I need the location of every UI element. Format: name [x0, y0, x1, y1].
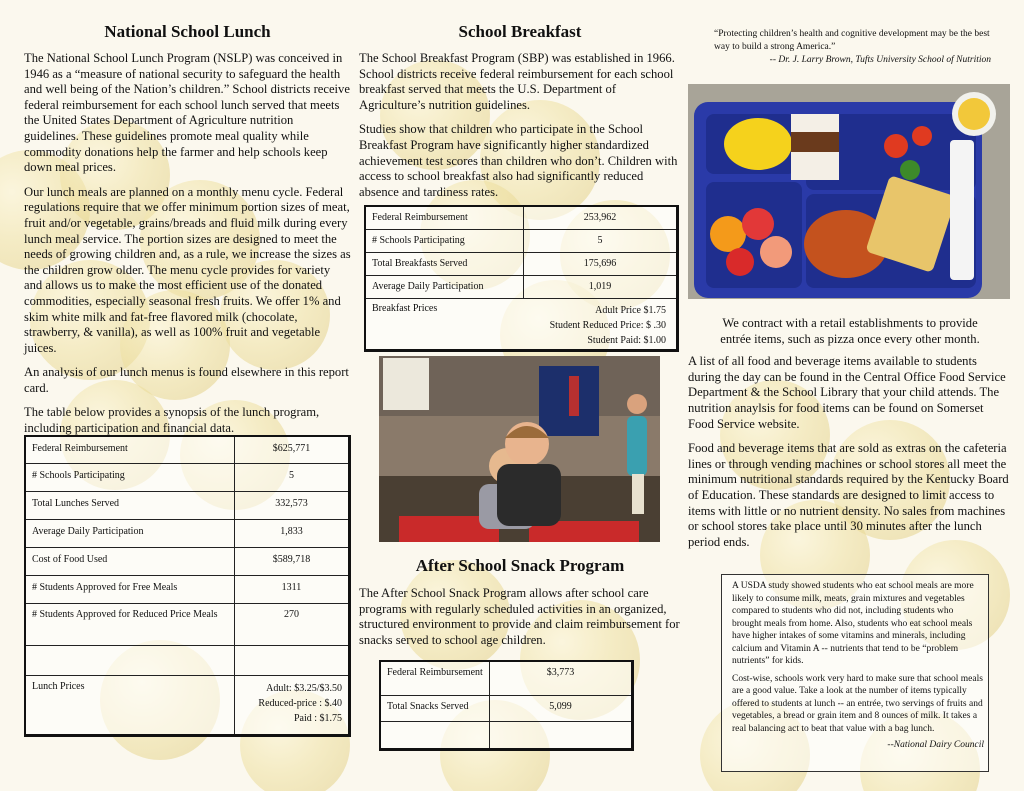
breakfast-paragraph-2: Studies show that children who participate in the School Breakfast Program have significantly higher standardized achievement test scores than children who don’t. Children with access to school breakfast also had significantly reduced absence and tardiness rates.	[359, 122, 678, 199]
lunch-title: National School Lunch	[104, 22, 271, 41]
table-row: Federal Reimbursement $3,773	[380, 661, 633, 695]
table-row	[380, 721, 633, 749]
lunch-price-adult: Adult: $3.25/$3.50	[266, 683, 342, 695]
snack-paragraph: The After School Snack Program allows after school care programs with regularly scheduled activities in an organized, structured environment to provide and claim reimbursement for snacks served to school age children.	[359, 586, 680, 647]
lunch-paragraph-3: An analysis of our lunch menus is found elsewhere in this report card.	[24, 365, 349, 395]
breakfast-paragraph-1: The School Breakfast Program (SBP) was established in 1966. School districts receive federal reimbursement for each school breakfast served that meets the U.S. Department of Agriculture’s nutrition guidelines.	[359, 51, 675, 112]
box-paragraph-2: Cost-wise, schools work very hard to make sure that school meals are a good value. Take a look at the number of items typically offered to students at lunch -- an entrée, two servings of fruits and vegetables, a bread or grain item and 8 ounces of milk. It takes a real balancing act to beat that value with a bag lunch.	[732, 673, 983, 734]
right-paragraph-1: A list of all food and beverage items available to students during the day can be found in the Central Office Food Service Department & the School Library that your child attends. The nutrition anaylsis for food items can be found on Somerset Food Service website.	[688, 354, 1006, 431]
table-row: Total Snacks Served 5,099	[380, 695, 633, 721]
lunch-price-paid: Paid : $1.75	[293, 713, 342, 725]
table-row: Federal Reimbursement $625,771	[25, 436, 350, 464]
quote-author: -- Dr. J. Larry Brown, Tufts University School of Nutrition	[769, 55, 991, 65]
table-row: Total Lunches Served 332,573	[25, 492, 350, 520]
right-text	[688, 316, 1012, 550]
lunch-tray-photo	[688, 84, 1010, 299]
table-row: # Schools Participating 5	[365, 229, 678, 252]
table-row: # Students Approved for Free Meals 1311	[25, 576, 350, 604]
dairy-council-box	[721, 574, 989, 772]
table-row	[25, 646, 350, 676]
table-row: Lunch Prices Adult: $3.25/$3.50 Reduced-price : $.40 Paid : $1.75	[25, 676, 350, 736]
snack-section	[359, 556, 681, 751]
lunch-table	[24, 435, 351, 738]
lunch-column	[24, 0, 351, 737]
lunch-paragraph-1: The National School Lunch Program (NSLP) was conceived in 1946 as a “measure of national security to safeguard the health and well being of the Nation’s children.” School districts receive federal reimbursement for each school lunch served that meets the United States Department of Agriculture nutrition guidelines. These guidelines promote meal quality while commodity donations help the farmer and help schools keep down meal prices.	[24, 51, 350, 175]
photo-caption: We contract with a retail establishments to provide entrée items, such as pizza once every other month.	[720, 316, 980, 346]
box-source: --National Dairy Council	[887, 740, 984, 750]
snack-table	[379, 660, 634, 751]
table-row	[365, 298, 678, 350]
right-column	[688, 0, 1012, 65]
breakfast-title: School Breakfast	[458, 22, 582, 41]
lunch-price-reduced: Reduced-price : $.40	[258, 698, 342, 710]
breakfast-price-paid: Student Paid: $1.00	[587, 334, 666, 346]
breakfast-prices-label: Breakfast Prices	[372, 302, 438, 314]
table-row: # Students Approved for Reduced Price Meals 270	[25, 604, 350, 646]
breakfast-column	[359, 0, 681, 352]
lunch-paragraph-2: Our lunch meals are planned on a monthly menu cycle. Federal regulations require that we offer minimum portion sizes of meat, fruit and/or vegetable, grains/breads and fluid milk during every lunch meal service. The portion sizes are designed to meet the needs of growing children and, as a rule, we increase the sizes as the children grow older. The menu cycle provides for variety and allows us to make the most efficient use of the donated commodities, especially seasonal fresh fruits. We offer 1% and skim white milk and fat-free flavored milk (chocolate, strawberry, & vanilla), as well as 100% fruit and vegetable juices.	[24, 184, 351, 355]
table-row: Federal Reimbursement 253,962	[365, 206, 678, 229]
breakfast-table	[364, 205, 679, 352]
students-photo	[379, 356, 660, 542]
table-row: Average Daily Participation 1,833	[25, 520, 350, 548]
table-row: # Schools Participating 5	[25, 464, 350, 492]
table-row: Average Daily Participation 1,019	[365, 275, 678, 298]
box-paragraph-1: A USDA study showed students who eat school meals are more likely to consume milk, meats, grain mixtures and vegetables compared to students who did not, including students who brought meals from home. Also, students who eat school meals have higher intakes of some vitamins and minerals, including calcium and Vitamin A -- nutrients that tend to be “problem nutrients” for kids.	[732, 581, 974, 666]
lunch-paragraph-4: The table below provides a synopsis of the lunch program, including participation and financial data.	[24, 405, 320, 436]
table-row: Total Breakfasts Served 175,696	[365, 252, 678, 275]
right-paragraph-2: Food and beverage items that are sold as extras on the cafeteria lines or through vending machines or school stores all meet the minimum nutritional standards required by the Kentucky Board of Education. These standards are designed to limit access to items with little or no nutrient density. No sales from machines or school stores take place until 30 minutes after the lunch period ends.	[688, 441, 1009, 549]
breakfast-price-adult: Adult Price $1.75	[595, 304, 666, 316]
table-row: Cost of Food Used $589,718	[25, 548, 350, 576]
snack-title: After School Snack Program	[415, 556, 625, 575]
quote: “Protecting children’s health and cognitive development may be the best way to build a strong America.”	[714, 29, 990, 52]
breakfast-price-reduced: Student Reduced Price: $ .30	[549, 319, 666, 331]
